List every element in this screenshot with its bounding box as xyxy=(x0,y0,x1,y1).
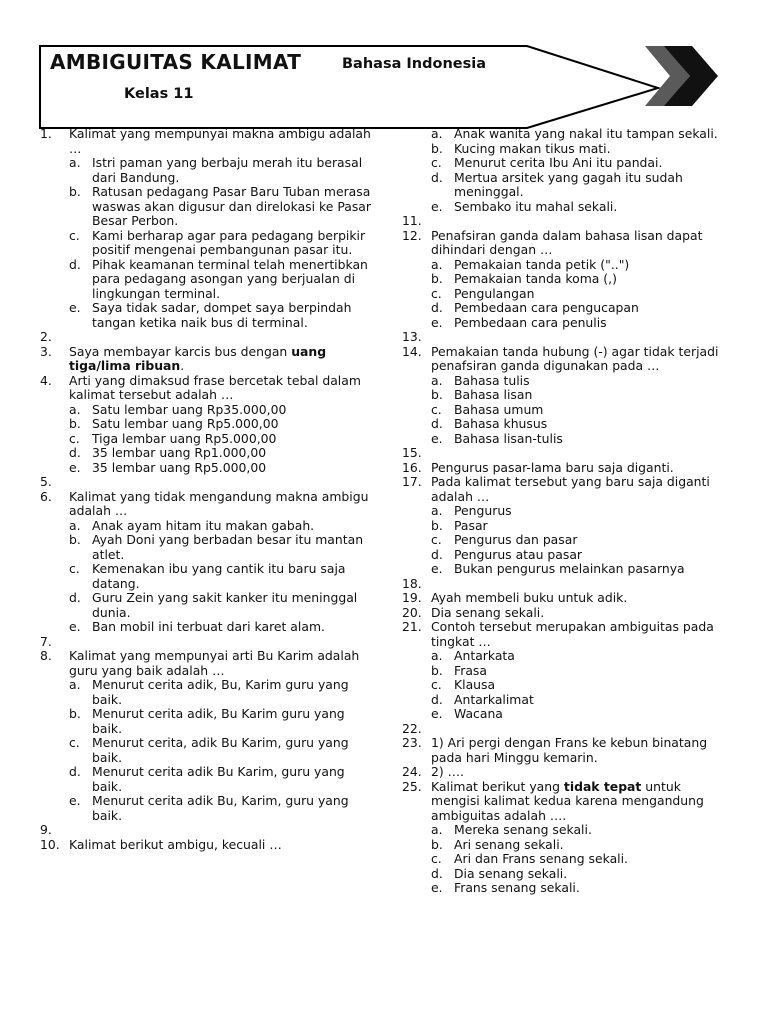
question-number: 2. xyxy=(40,329,52,344)
question-number: 12. xyxy=(402,227,422,243)
answer-option xyxy=(402,287,732,302)
answer-option xyxy=(402,562,732,577)
option-letter: e. xyxy=(431,561,443,576)
left-question-column xyxy=(40,127,372,852)
option-text: Satu lembar uang Rp35.000,00 xyxy=(92,401,287,417)
question-text-part: . xyxy=(180,358,185,373)
question-text: Ayah membeli buku untuk adik. xyxy=(431,590,628,605)
question-text: 2) …. xyxy=(431,764,464,779)
option-text: Guru Zein yang sakit kanker itu meninggal dunia. xyxy=(92,590,358,620)
option-letter: a. xyxy=(431,822,443,837)
question-text-part: untuk mengisi kalimat kedua karena mengandung ambiguitas adalah …. xyxy=(431,778,704,823)
option-text: Menurut cerita adik Bu Karim, guru yang baik. xyxy=(92,764,345,794)
question-number: 18. xyxy=(402,575,422,591)
answer-option xyxy=(402,258,732,273)
question-item xyxy=(40,490,372,519)
answer-option xyxy=(402,432,732,447)
answer-option xyxy=(402,142,732,157)
option-letter: e. xyxy=(431,198,443,214)
answer-option xyxy=(40,417,372,432)
answer-option xyxy=(40,432,372,447)
question-item xyxy=(402,475,732,504)
option-letter: c. xyxy=(431,285,442,301)
option-letter: b. xyxy=(69,706,81,721)
option-text: Bahasa lisan-tulis xyxy=(454,430,563,446)
option-text: Ayah Doni yang berbadan besar itu mantan atlet. xyxy=(92,532,364,562)
question-text: Pengurus pasar-lama baru saja diganti. xyxy=(431,459,674,475)
option-text: Anak ayam hitam itu makan gabah. xyxy=(92,517,315,533)
answer-option xyxy=(402,301,732,316)
option-text: Anak wanita yang nakal itu tampan sekali. xyxy=(454,126,718,141)
option-letter: d. xyxy=(69,256,81,272)
question-item xyxy=(40,823,372,838)
answer-option xyxy=(402,374,732,389)
option-letter: b. xyxy=(431,271,443,286)
option-letter: d. xyxy=(431,546,443,562)
answer-option xyxy=(40,446,372,461)
option-letter: d. xyxy=(431,691,443,707)
answer-option xyxy=(402,272,732,287)
question-number: 21. xyxy=(402,619,422,634)
question-text: Kalimat yang mempunyai arti Bu Karim adalah guru yang baik adalah … xyxy=(69,648,360,678)
question-text-part: Kalimat berikut yang xyxy=(431,778,564,794)
question-item xyxy=(40,838,372,853)
option-text: Mertua arsitek yang gagah itu sudah meninggal. xyxy=(454,169,683,199)
option-letter: b. xyxy=(431,662,443,678)
option-text: Ari senang sekali. xyxy=(454,836,564,852)
question-text-bold: uang tiga/lima ribuan xyxy=(69,343,327,373)
answer-option xyxy=(40,736,372,765)
question-number: 8. xyxy=(40,648,52,663)
question-item xyxy=(402,736,732,765)
answer-option xyxy=(402,316,732,331)
option-text: Pemakaian tanda koma (,) xyxy=(454,271,617,286)
option-text: Bahasa lisan xyxy=(454,387,533,402)
option-letter: c. xyxy=(69,561,80,576)
question-text xyxy=(69,345,372,374)
question-item xyxy=(40,649,372,678)
question-item xyxy=(40,635,372,650)
question-text: Kalimat yang mempunyai makna ambigu adalah … xyxy=(69,126,371,156)
option-text: Menurut cerita adik Bu, Karim, guru yang baik. xyxy=(92,793,349,823)
answer-option xyxy=(40,678,372,707)
answer-option xyxy=(40,562,372,591)
question-item xyxy=(402,229,732,258)
question-text xyxy=(431,780,732,824)
option-text: Bukan pengurus melainkan pasarnya xyxy=(454,561,685,576)
option-letter: d. xyxy=(69,445,81,460)
answer-option xyxy=(40,301,372,330)
option-letter: a. xyxy=(69,677,81,692)
option-letter: a. xyxy=(431,256,443,272)
question-item xyxy=(402,620,732,649)
option-text: Frans senang sekali. xyxy=(454,880,580,895)
option-letter: b. xyxy=(431,387,443,402)
question-item xyxy=(402,606,732,621)
option-text: Dia senang sekali. xyxy=(454,865,568,881)
answer-option xyxy=(402,504,732,519)
option-letter: c. xyxy=(431,677,442,692)
answer-option xyxy=(40,765,372,794)
option-text: Mereka senang sekali. xyxy=(454,822,592,837)
answer-option xyxy=(40,229,372,258)
option-letter: e. xyxy=(431,314,443,330)
option-text: Kucing makan tikus mati. xyxy=(454,140,611,156)
option-letter: b. xyxy=(431,517,443,533)
option-text: Antarkata xyxy=(454,648,515,663)
question-text: Contoh tersebut merupakan ambiguitas pada tingkat … xyxy=(431,619,714,649)
question-number: 4. xyxy=(40,372,52,388)
answer-option xyxy=(40,620,372,635)
class-label: Kelas 11 xyxy=(124,86,194,102)
question-number: 23. xyxy=(402,735,422,750)
question-number: 7. xyxy=(40,633,52,649)
question-number: 16. xyxy=(402,459,422,475)
option-letter: e. xyxy=(69,300,81,315)
option-text: Bahasa umum xyxy=(454,401,544,417)
option-letter: c. xyxy=(431,155,442,170)
option-text: Pembedaan cara penulis xyxy=(454,314,607,330)
answer-option xyxy=(402,823,732,838)
option-letter: d. xyxy=(69,590,81,605)
option-letter: c. xyxy=(69,227,80,243)
question-number: 25. xyxy=(402,778,422,794)
question-item xyxy=(402,345,732,374)
option-letter: c. xyxy=(69,735,80,750)
answer-option xyxy=(402,707,732,722)
question-text xyxy=(69,475,372,490)
option-text: Kemenakan ibu yang cantik itu baru saja datang. xyxy=(92,561,346,591)
question-text-part: Saya membayar karcis bus dengan xyxy=(69,343,292,359)
option-letter: b. xyxy=(431,140,443,156)
question-number: 13. xyxy=(402,329,422,344)
answer-option xyxy=(402,156,732,171)
option-text: Satu lembar uang Rp5.000,00 xyxy=(92,416,279,431)
option-letter: a. xyxy=(431,372,443,388)
right-question-column xyxy=(402,127,732,896)
option-text: Istri paman yang berbaju merah itu berasal dari Bandung. xyxy=(92,155,363,185)
question-item xyxy=(402,461,732,476)
answer-option xyxy=(402,127,732,142)
question-number: 3. xyxy=(40,343,52,359)
option-letter: a. xyxy=(431,503,443,518)
answer-option xyxy=(40,519,372,534)
answer-option xyxy=(402,881,732,896)
question-number: 10. xyxy=(40,836,60,852)
question-number: 5. xyxy=(40,474,52,489)
option-text: Ari dan Frans senang sekali. xyxy=(454,851,628,866)
option-letter: a. xyxy=(431,126,443,141)
question-number: 20. xyxy=(402,604,422,620)
option-letter: e. xyxy=(431,706,443,721)
option-letter: a. xyxy=(69,517,81,533)
answer-option xyxy=(402,867,732,882)
question-number: 24. xyxy=(402,764,422,779)
option-text: Pengurus dan pasar xyxy=(454,532,578,547)
option-text: Saya tidak sadar, dompet saya berpindah tangan ketika naik bus di terminal. xyxy=(92,300,352,330)
option-letter: e. xyxy=(69,459,81,475)
answer-option xyxy=(40,258,372,302)
option-text: 35 lembar uang Rp1.000,00 xyxy=(92,445,267,460)
question-number: 1. xyxy=(40,126,52,141)
answer-option xyxy=(402,693,732,708)
question-number: 19. xyxy=(402,590,422,605)
option-text: Bahasa tulis xyxy=(454,372,530,388)
option-letter: b. xyxy=(431,836,443,852)
answer-option xyxy=(40,794,372,823)
answer-option xyxy=(40,707,372,736)
option-text: Menurut cerita, adik Bu Karim, guru yang baik. xyxy=(92,735,349,765)
question-item xyxy=(402,446,732,461)
answer-option xyxy=(402,403,732,418)
option-text: Pihak keamanan terminal telah menertibkan para pedagang asongan yang berjualan di lingkungan terminal. xyxy=(92,256,368,301)
question-text xyxy=(431,330,732,345)
option-text: Antarkalimat xyxy=(454,691,534,707)
question-item xyxy=(40,127,372,156)
option-text: Klausa xyxy=(454,677,496,692)
question-text xyxy=(431,446,732,461)
question-text: Arti yang dimaksud frase bercetak tebal dalam kalimat tersebut adalah … xyxy=(69,372,361,402)
question-item xyxy=(402,330,732,345)
question-text xyxy=(69,823,372,838)
option-text: Frasa xyxy=(454,662,487,678)
option-letter: e. xyxy=(69,793,81,808)
answer-option xyxy=(40,156,372,185)
answer-option xyxy=(402,548,732,563)
question-number: 17. xyxy=(402,474,422,489)
subject-label: Bahasa Indonesia xyxy=(342,56,487,72)
answer-option xyxy=(40,591,372,620)
answer-option xyxy=(402,171,732,200)
answer-option xyxy=(40,461,372,476)
question-text: Dia senang sekali. xyxy=(431,604,545,620)
question-item xyxy=(40,475,372,490)
answer-option xyxy=(402,838,732,853)
question-item xyxy=(40,374,372,403)
option-letter: c. xyxy=(431,401,442,417)
question-text xyxy=(431,214,732,229)
option-letter: c. xyxy=(69,430,80,446)
question-item xyxy=(402,591,732,606)
option-letter: a. xyxy=(69,401,81,417)
question-text xyxy=(431,722,732,737)
question-text: 1) Ari pergi dengan Frans ke kebun binatang pada hari Minggu kemarin. xyxy=(431,735,708,765)
option-text: Ban mobil ini terbuat dari karet alam. xyxy=(92,619,325,634)
option-text: Pengurus atau pasar xyxy=(454,546,583,562)
option-text: Wacana xyxy=(454,706,503,721)
option-letter: a. xyxy=(431,648,443,663)
answer-option xyxy=(402,519,732,534)
question-item xyxy=(402,722,732,737)
question-number: 14. xyxy=(402,343,422,359)
option-letter: e. xyxy=(69,619,81,634)
option-letter: d. xyxy=(431,865,443,881)
question-number: 6. xyxy=(40,488,52,504)
question-item xyxy=(40,330,372,345)
answer-option xyxy=(402,852,732,867)
option-text: Menurut cerita adik, Bu Karim guru yang baik. xyxy=(92,706,345,736)
option-text: Sembako itu mahal sekali. xyxy=(454,198,618,214)
question-text: Penafsiran ganda dalam bahasa lisan dapat dihindari dengan … xyxy=(431,227,703,257)
option-text: Kami berharap agar para pedagang berpikir positif mengenai pembangunan pasar itu. xyxy=(92,227,366,257)
question-text: Pada kalimat tersebut yang baru saja diganti adalah … xyxy=(431,474,710,504)
option-letter: b. xyxy=(69,532,81,547)
answer-option xyxy=(402,533,732,548)
option-text: Bahasa khusus xyxy=(454,416,548,431)
option-letter: c. xyxy=(431,851,442,866)
answer-option xyxy=(402,388,732,403)
option-text: Tiga lembar uang Rp5.000,00 xyxy=(92,430,277,446)
answer-option xyxy=(402,649,732,664)
option-text: Pemakaian tanda petik ("..") xyxy=(454,256,630,272)
question-text: Kalimat yang tidak mengandung makna ambigu adalah … xyxy=(69,488,369,518)
question-item xyxy=(402,214,732,229)
option-text: Pengurus xyxy=(454,503,512,518)
option-text: Pembedaan cara pengucapan xyxy=(454,300,639,315)
answer-option xyxy=(40,533,372,562)
question-text: Kalimat berikut ambigu, kecuali … xyxy=(69,836,282,852)
answer-option xyxy=(402,200,732,215)
answer-option xyxy=(40,185,372,229)
option-letter: e. xyxy=(431,430,443,446)
question-item xyxy=(402,765,732,780)
option-text: Pengulangan xyxy=(454,285,535,301)
worksheet-title: AMBIGUITAS KALIMAT xyxy=(50,50,302,74)
question-number: 11. xyxy=(402,213,422,228)
answer-option xyxy=(40,403,372,418)
worksheet-header xyxy=(0,0,768,140)
option-letter: b. xyxy=(69,184,81,199)
option-letter: d. xyxy=(431,169,443,185)
answer-option xyxy=(402,678,732,693)
option-text: 35 lembar uang Rp5.000,00 xyxy=(92,459,267,475)
question-number: 22. xyxy=(402,720,422,736)
option-text: Pasar xyxy=(454,517,488,533)
option-letter: e. xyxy=(431,880,443,895)
option-letter: b. xyxy=(69,416,81,431)
option-letter: c. xyxy=(431,532,442,547)
question-number: 15. xyxy=(402,445,422,460)
option-letter: a. xyxy=(69,155,81,170)
answer-option xyxy=(402,417,732,432)
question-text xyxy=(69,635,372,650)
question-text xyxy=(431,577,732,592)
question-item xyxy=(402,577,732,592)
option-letter: d. xyxy=(431,416,443,431)
question-text xyxy=(69,330,372,345)
option-letter: d. xyxy=(69,764,81,779)
option-letter: d. xyxy=(431,300,443,315)
question-text: Pemakaian tanda hubung (-) agar tidak terjadi penafsiran ganda digunakan pada … xyxy=(431,343,719,373)
question-item xyxy=(40,345,372,374)
question-number: 9. xyxy=(40,822,52,837)
option-text: Menurut cerita Ibu Ani itu pandai. xyxy=(454,155,663,170)
answer-option xyxy=(402,664,732,679)
option-text: Menurut cerita adik, Bu, Karim guru yang baik. xyxy=(92,677,349,707)
option-text: Ratusan pedagang Pasar Baru Tuban merasa waswas akan digusur dan direlokasi ke Pasar Besar Perbon. xyxy=(92,184,371,228)
question-text-bold: tidak tepat xyxy=(563,778,642,794)
question-item xyxy=(402,780,732,824)
